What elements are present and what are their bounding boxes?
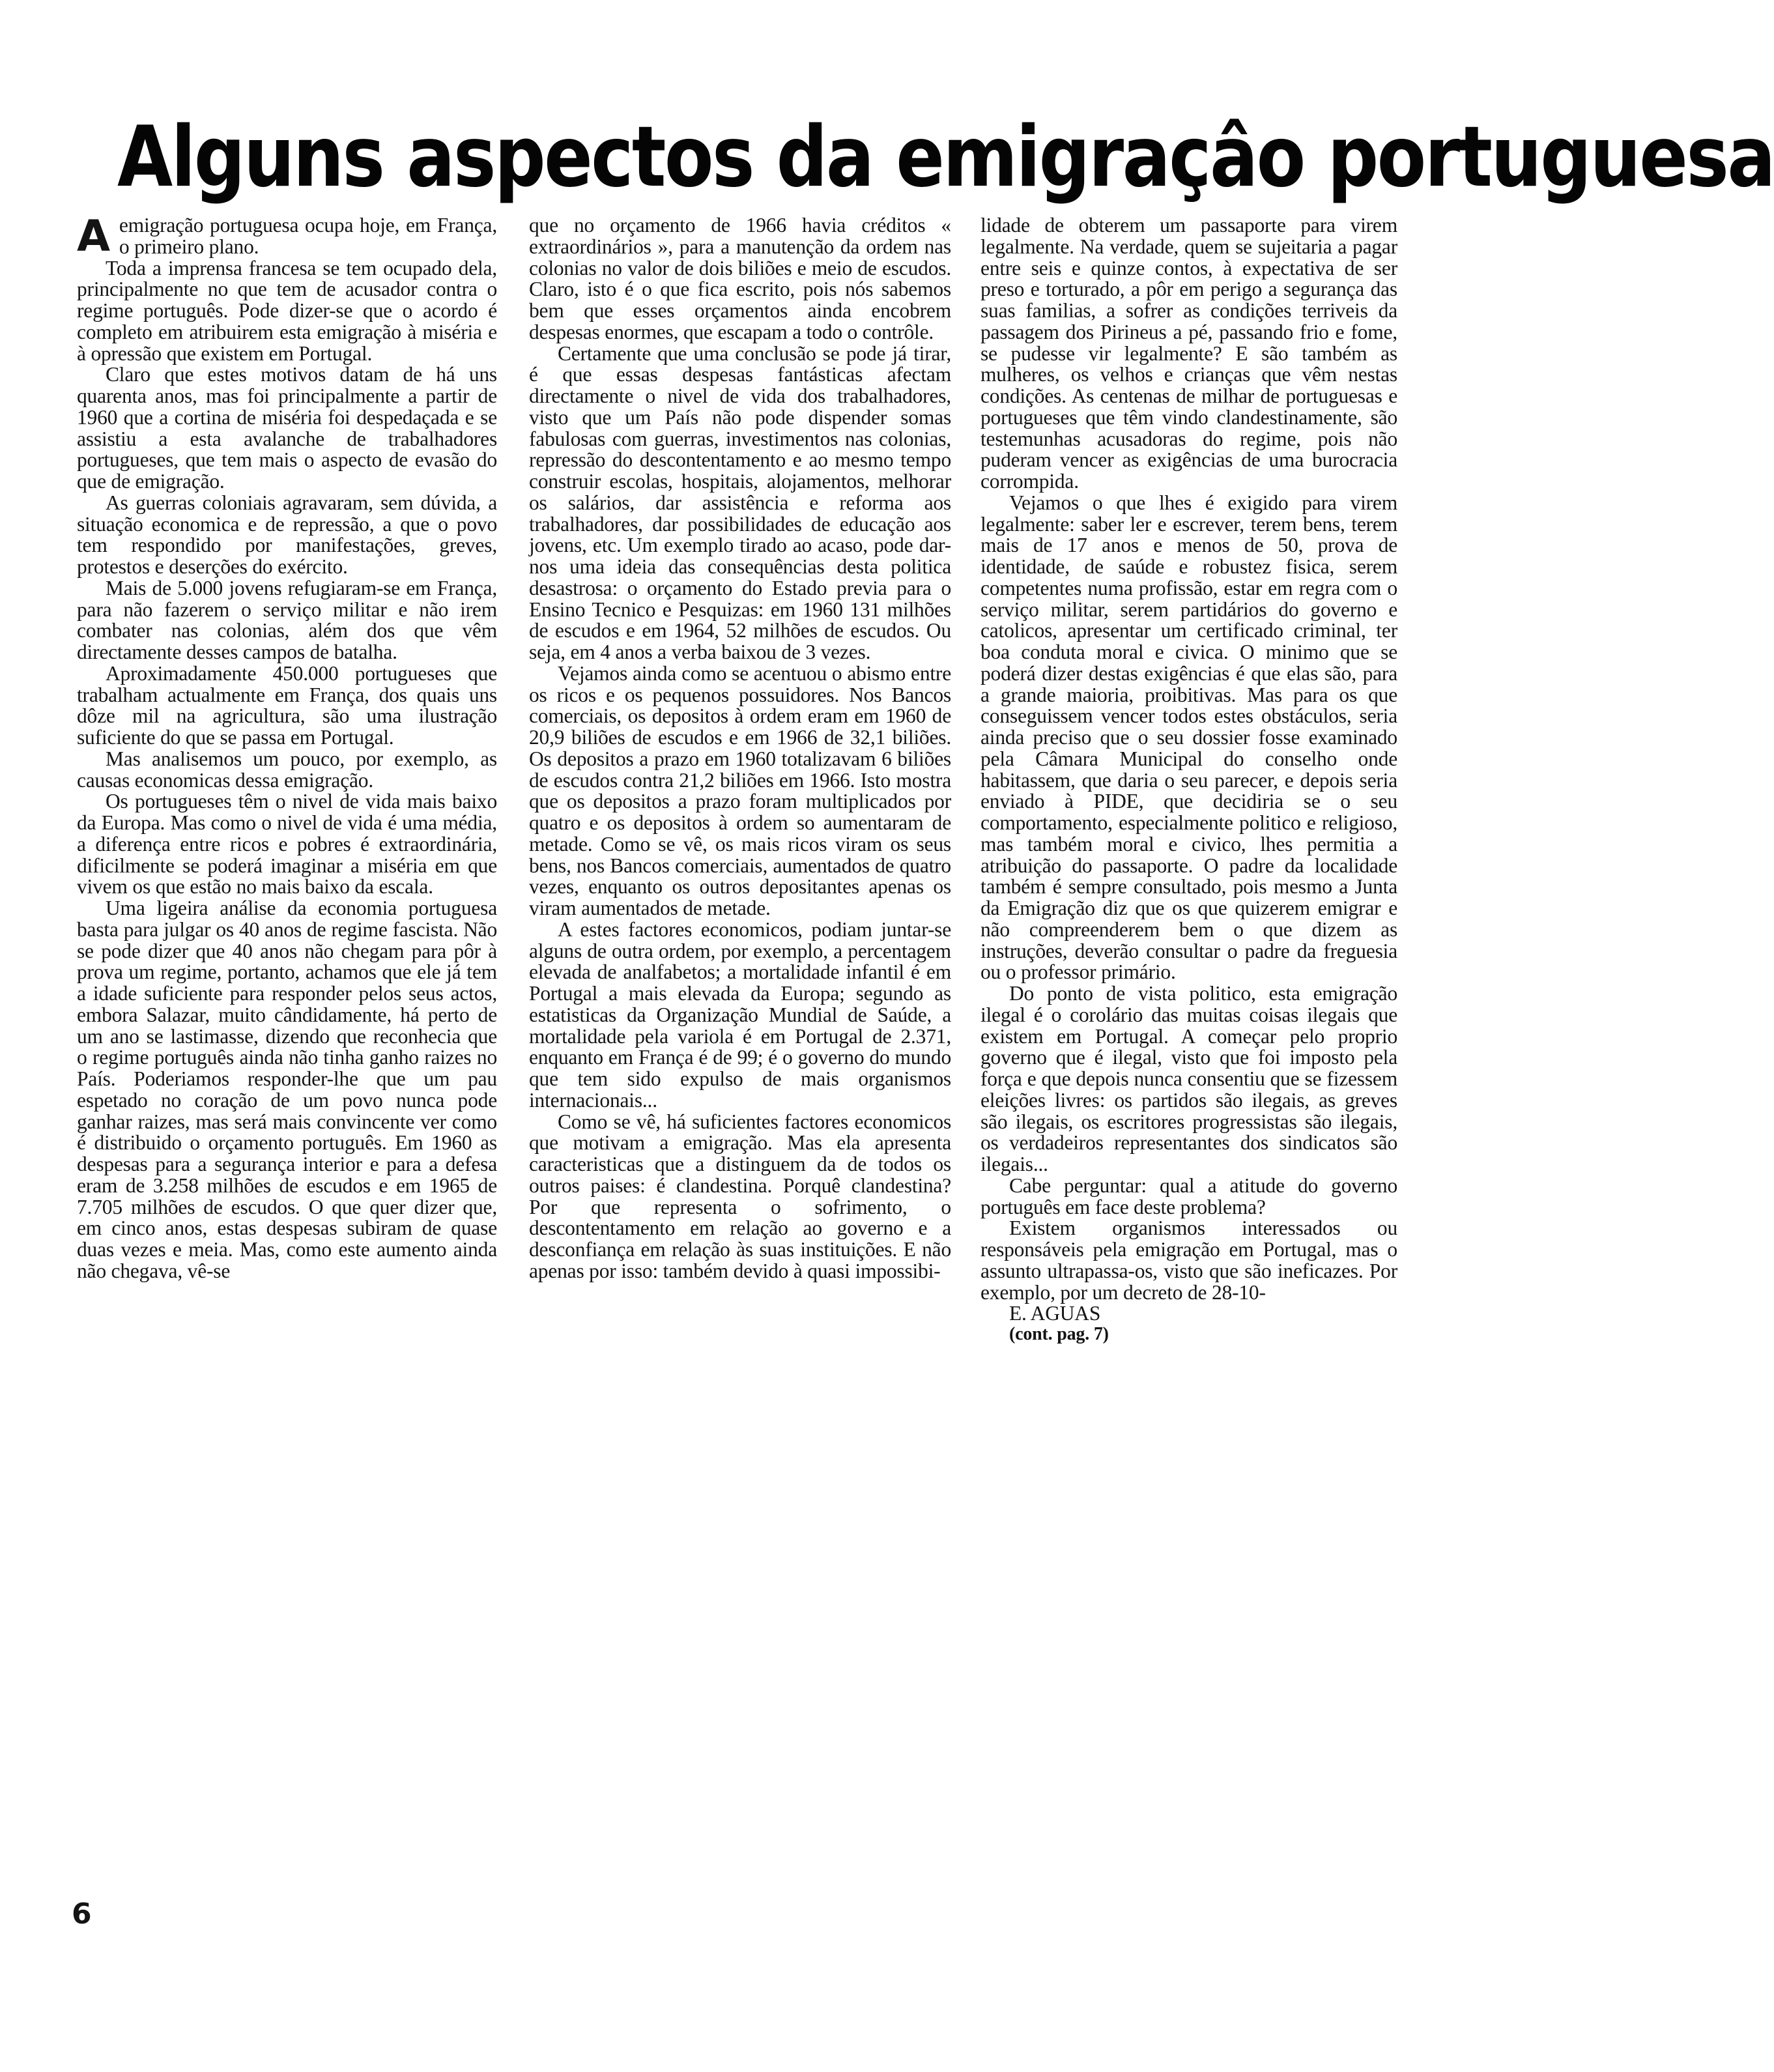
paragraph: Vejamos ainda como se acentuou o abismo entre os ricos e os pequenos possuidores. Nos Bancos comerciais, os depositos à ordem eram em 1960 de 20,9 biliões de escudos e em 1966 de 32,1 biliões. Os depositos a prazo em 1960 totalizavam 6 biliões de escudos contra 21,2 biliões em 1966. Isto mostra que os depositos a prazo foram multiplicados por quatro e os depositos à ordem so aumentaram de metade. Como se vê, os mais ricos viram os seus bens, nos Bancos comerciais, aumentados de quatro vezes, enquanto os outros depositantes apenas os viram aumentados de metade. bbox=[529, 661, 951, 919]
paragraph: Cabe perguntar: qual a atitude do governo português em face deste problema? bbox=[980, 1173, 1397, 1218]
paragraph: lidade de obterem um passaporte para virem legalmente. Na verdade, quem se sujeitaria a pagar entre seis e quinze contos, à expectativa de ser preso e torturado, a pôr em perigo a segurança das suas familias, a sofrer as condições terriveis da passagem dos Pirineus a pé, passando frio e fome, se pudesse vir legalmente? E são também as mulheres, os velhos e crianças que vêm nestas condições. As centenas de milhar de portuguesas e portugueses que têm vindo clandestinamente, são testemunhas acusadoras do regime, pois não puderam vencer as exigências de uma burocracia corrompida. bbox=[980, 214, 1397, 493]
paragraph: A estes factores economicos, podiam juntar-se alguns de outra ordem, por exemplo, a percentagem elevada de analfabetos; a mortalidade infantil é em Portugal a mais elevada da Europa; segundo as estatisticas da Organização Mundial de Saúde, a mortalidade pela variola é em Portugal de 2.371, enquanto em França é de 99; é o governo do mundo que tem sido expulso de mais organismos internacionais... bbox=[529, 917, 951, 1112]
paragraph: Toda a imprensa francesa se tem ocupado dela, principalmente no que tem de acusador contra o regime português. Pode dizer-se que o acordo é completo em atribuirem esta emigração à miséria e à opressão que existem em Portugal. bbox=[77, 256, 497, 365]
paragraph-text: emigração portuguesa ocupa hoje, em França, o primeiro plano. bbox=[119, 214, 497, 258]
paragraph bbox=[77, 211, 497, 261]
paragraph: Mais de 5.000 jovens refugiaram-se em França, para não fazerem o serviço militar e não irem combater nas colonias, além dos que vêm directamente desses campos de batalha. bbox=[77, 576, 497, 663]
drop-cap: A bbox=[77, 211, 110, 261]
continuation-note: (cont. pag. 7) bbox=[1009, 1324, 1109, 1344]
paragraph: Existem organismos interessados ou responsáveis pela emigração em Portugal, mas o assunto ultrapassa-os, visto que são ineficazes. Por exemplo, por um decreto de 28-10- bbox=[980, 1216, 1397, 1304]
paragraph: As guerras coloniais agravaram, sem dúvida, a situação economica e de repressão, a que o povo tem respondido por manifestações, greves, protestos e deserções do exército. bbox=[77, 491, 497, 578]
paragraph: Como se vê, há suficientes factores economicos que motivam a emigração. Mas ela apresenta caracteristicas que a distinguem da de todos os outros paises: é clandestina. Porquê clandestina? Por que representa o sofrimento, o descontentamento em relação ao governo e a desconfiança em relação às suas instituições. E não apenas por isso: também devido à quasi impossibi- bbox=[529, 1110, 951, 1282]
page-number: 6 bbox=[72, 1897, 92, 1931]
paragraph: Claro que estes motivos datam de há uns quarenta anos, mas foi principalmente a partir de 1960 que a cortina de miséria foi despedaçada e se assistiu a esta avalanche de trabalhadores portugueses, que tem mais o aspecto de evasão do que de emigração. bbox=[77, 363, 497, 493]
article-column-1 bbox=[77, 211, 497, 1282]
paragraph: Vejamos o que lhes é exigido para virem legalmente: saber ler e escrever, terem bens, terem mais de 17 anos e menos de 50, prova de identidade, de saúde e robustez fisica, serem competentes numa profissão, estar em regra com o serviço militar, serem partidários do governo e catolicos, apresentar um certificado criminal, ter boa conduta moral e civica. O minimo que se poderá dizer destas exigências é que elas são, para a grande maioria, proibitivas. Mas para os que conseguissem vencer todos estes obstáculos, seria ainda preciso que o seu dossier fosse examinado pela Câmara Municipal do conselho onde habitassem, que daria o seu parecer, e depois seria enviado à PIDE, que decidiria se o seu comportamento, especialmente politico e religioso, mas também moral e civico, lhes permitia a atribuição do passaporte. O padre da localidade também é sempre consultado, pois mesmo a Junta da Emigração diz que os que quizerem emigrar e não compreenderem bem o que dizem as instruções, deverão consultar o padre da freguesia ou o professor primário. bbox=[980, 491, 1397, 984]
paragraph: Aproximadamente 450.000 portugueses que trabalham actualmente em França, dos quais uns dôze mil na agricultura, são uma ilustração suficiente do que se passa em Portugal. bbox=[77, 661, 497, 749]
article-title: Alguns aspectos da emigraçâo portuguesa bbox=[117, 109, 1774, 206]
article-column-2 bbox=[529, 215, 951, 1282]
paragraph: Os portugueses têm o nivel de vida mais baixo da Europa. Mas como o nivel de vida é uma média, a diferença entre ricos e pobres é extraordinária, dificilmente se poderá imaginar a miséria em que vivem os que estão no mais baixo da escala. bbox=[77, 790, 497, 899]
paragraph: Do ponto de vista politico, esta emigração ilegal é o corolário das muitas coisas ilegais que existem em Portugal. A começar pelo proprio governo que é ilegal, visto que foi imposto pela força e que depois nunca consentiu que se fizessem eleições livres: os partidos são ilegais, as greves são ilegais, os escritores progressistas são ilegais, os verdadeiros representantes dos sindicatos são ilegais... bbox=[980, 982, 1397, 1175]
paragraph: Certamente que uma conclusão se pode já tirar, é que essas despesas fantásticas afectam directamente o nivel de vida dos trabalhadores, visto que um País não pode dispender somas fabulosas com guerras, investimentos nas colonias, repressão do descontentamento e ao mesmo tempo construir escolas, hospitais, alojamentos, melhorar os salários, dar assistência e reforma aos trabalhadores, dar possibilidades de educação aos jovens, etc. Um exemplo tirado ao acaso, pode dar-nos uma ideia das consequências desta politica desastrosa: o orçamento do Estado previa para o Ensino Tecnico e Pesquizas: em 1960 131 milhões de escudos e em 1964, 52 milhões de escudos. Ou seja, em 4 anos a verba baixou de 3 vezes. bbox=[529, 341, 951, 663]
author-signature: E. AGUAS bbox=[1009, 1302, 1101, 1325]
article-column-3 bbox=[980, 215, 1397, 1344]
paragraph: Mas analisemos um pouco, por exemplo, as causas economicas dessa emigração. bbox=[77, 747, 497, 792]
paragraph: que no orçamento de 1966 havia créditos « extraordinários », para a manutenção da ordem nas colonias no valor de dois biliões e meio de escudos. Claro, isto é o que fica escrito, pois nós sabemos bem que esses orçamentos ainda encobrem despesas enormes, que escapam a todo o contrôle. bbox=[529, 214, 951, 343]
paragraph: Uma ligeira análise da economia portuguesa basta para julgar os 40 anos de regime fascista. Não se pode dizer que 40 anos não chegam para pôr à prova um regime, portanto, achamos que ele já tem a idade suficiente para responder pelos seus actos, embora Salazar, muito cândidamente, há perto de um ano se lastimasse, dizendo que reconhecia que o regime português ainda não tinha ganho raizes no País. Poderiamos responder-lhe que um pau espetado no coração de um povo nunca pode ganhar raizes, mas será mais convincente ver como é distribuido o orçamento português. Em 1960 as despesas para a segurança interior e para a defesa eram de 3.258 milhões de escudos e em 1965 de 7.705 milhões de escudos. O que quer dizer que, em cinco anos, estas despesas subiram de quase duas vezes e meia. Mas, como este aumento ainda não chegava, vê-se bbox=[77, 897, 497, 1282]
